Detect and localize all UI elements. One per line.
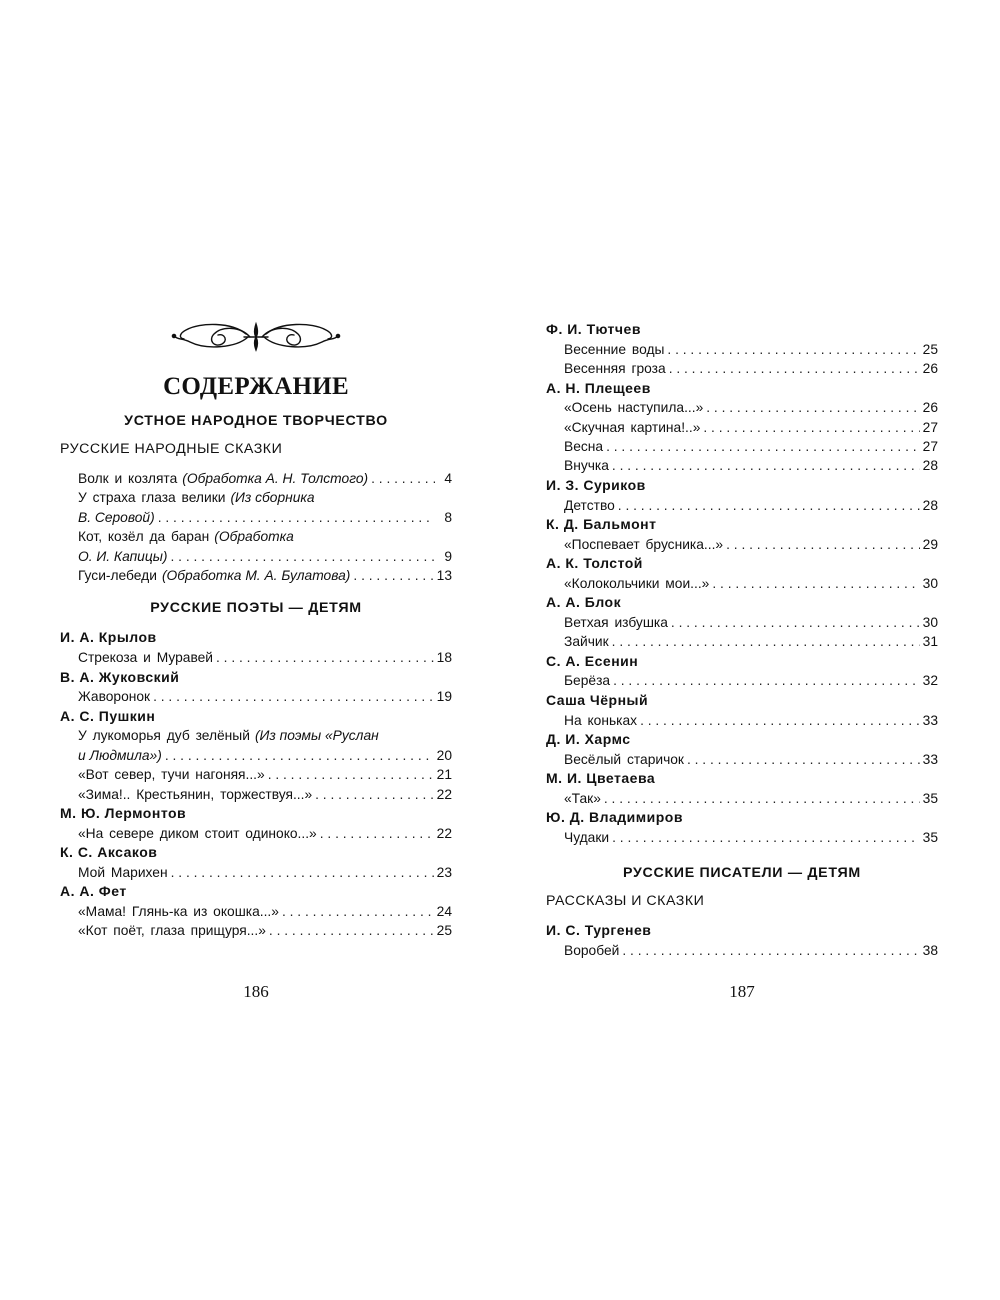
right-page — [546, 320, 938, 960]
toc-entry-line — [546, 437, 938, 456]
author-name: И. А. Крылов — [60, 629, 157, 646]
dot-leader — [153, 687, 434, 706]
right-toc-content — [546, 320, 938, 960]
toc-entry-line — [546, 398, 938, 417]
dot-leader — [622, 941, 919, 960]
toc-entry — [60, 469, 452, 488]
entry-page-number: 20 — [436, 747, 452, 763]
entry-title: Берёза — [564, 673, 611, 689]
entry-page-number: 25 — [922, 341, 938, 357]
entry-title: Волк и козлята — [78, 471, 178, 486]
entry-title: «Поспевает брусника...» — [564, 536, 724, 552]
entry-title: Детство — [564, 497, 615, 513]
entry-title: «Кот поёт, глаза прищуря...» — [78, 923, 266, 939]
entry-page-number: 35 — [922, 829, 938, 845]
entry-page-number: 28 — [922, 497, 938, 513]
author-name: В. А. Жуковский — [60, 668, 180, 685]
entry-title: Весенняя гроза — [564, 361, 666, 377]
entry-page-number: 30 — [922, 575, 938, 591]
page-number-left: 186 — [243, 982, 269, 1001]
subsection-title: РУССКИЕ НАРОДНЫЕ СКАЗКИ — [60, 441, 283, 457]
entry-title: «На севере диком стоит одиноко...» — [78, 825, 317, 841]
toc-entry-line — [546, 456, 938, 475]
author-name: А. Н. Плещеев — [546, 379, 651, 396]
dot-leader — [687, 750, 920, 769]
toc-entry — [60, 527, 452, 566]
entry-title: Чудаки — [564, 829, 610, 845]
toc-entry-line — [546, 340, 938, 359]
entry-note: (Обработка — [214, 529, 294, 545]
toc-entry-line — [546, 418, 938, 437]
entry-note: В. Серовой) — [78, 509, 155, 525]
entry-page-number: 21 — [436, 767, 452, 783]
toc-entry — [60, 921, 452, 940]
author-name: А. К. Толстой — [546, 555, 643, 572]
toc-entry — [60, 785, 452, 804]
entry-page-number: 35 — [922, 790, 938, 806]
entry-title: «Зима!.. Крестьянин, торжествуя...» — [78, 786, 313, 802]
toc-entry-line — [546, 496, 938, 515]
entry-page-number: 18 — [436, 650, 452, 666]
entry-page-number: 29 — [922, 536, 938, 552]
dot-leader — [171, 863, 434, 882]
dot-leader — [706, 398, 919, 417]
entry-title: У лукоморья дуб зелёный — [78, 728, 250, 744]
toc-entry — [546, 398, 938, 417]
page-number-right: 187 — [729, 982, 755, 1001]
entry-title: «Скучная картина!..» — [564, 419, 701, 435]
entry-page-number: 24 — [436, 903, 452, 919]
toc-entry — [546, 574, 938, 593]
dot-leader — [612, 632, 920, 651]
entry-page-number: 33 — [922, 751, 938, 767]
entry-title: «Колокольчики мои...» — [564, 575, 710, 591]
toc-entry — [546, 613, 938, 632]
toc-entry-line — [546, 671, 938, 690]
entry-page-number: 32 — [922, 673, 938, 689]
entry-title: Кот, козёл да баран — [78, 529, 210, 545]
entry-page-number: 22 — [436, 786, 452, 802]
entry-page-number: 26 — [922, 361, 938, 377]
toc-entry-line — [60, 765, 452, 784]
entry-note: О. И. Капицы) — [78, 548, 168, 564]
dot-leader — [612, 828, 920, 847]
toc-entry-line — [60, 746, 452, 765]
toc-entry — [60, 765, 452, 784]
entry-page-number: 8 — [444, 509, 452, 525]
entry-page-number: 9 — [444, 548, 452, 564]
toc-entry — [546, 340, 938, 359]
entry-page-number: 4 — [444, 471, 452, 486]
entry-title: Гуси-лебеди — [78, 568, 157, 584]
dot-leader — [371, 469, 435, 488]
dot-leader — [282, 902, 434, 921]
entry-page-number: 22 — [436, 825, 452, 841]
entry-title: Весна — [564, 439, 604, 455]
dot-leader — [640, 711, 920, 730]
dot-leader — [703, 418, 919, 437]
dot-leader — [606, 437, 920, 456]
author-name: М. И. Цветаева — [546, 770, 656, 787]
toc-entry-line — [60, 863, 452, 882]
toc-entry-line — [60, 824, 452, 843]
entry-title: «Вот север, тучи нагоняя...» — [78, 767, 265, 783]
dot-leader — [667, 340, 919, 359]
toc-entry-line — [60, 469, 452, 488]
author-name: И. З. Суриков — [546, 476, 646, 493]
entry-title: «Мама! Глянь-ка из окошка...» — [78, 903, 279, 919]
author-name: Д. И. Хармс — [546, 730, 631, 747]
toc-entry — [546, 671, 938, 690]
entry-page-number: 19 — [436, 689, 452, 705]
subsection-title: РАССКАЗЫ И СКАЗКИ — [546, 893, 705, 910]
entry-page-number: 33 — [922, 712, 938, 728]
dot-leader — [604, 789, 920, 808]
author-name: А. С. Пушкин — [60, 707, 156, 724]
toc-entry-line — [546, 535, 938, 554]
entry-title: Жаворонок — [78, 689, 151, 705]
dot-leader — [315, 785, 434, 804]
toc-entry-line — [60, 902, 452, 921]
toc-entry-line — [546, 632, 938, 651]
author-name: И. С. Тургенев — [546, 922, 652, 939]
author-name: К. Д. Бальмонт — [546, 515, 657, 532]
author-name: Саша Чёрный — [546, 691, 649, 708]
dot-leader — [669, 359, 920, 378]
entry-page-number: 30 — [922, 614, 938, 630]
toc-entry — [546, 437, 938, 456]
toc-entry — [60, 902, 452, 921]
toc-entry-line — [546, 711, 938, 730]
toc-entry — [546, 750, 938, 769]
entry-title: Весёлый старичок — [564, 751, 684, 767]
dot-leader — [216, 648, 434, 667]
entry-title: Мой Марихен — [78, 864, 168, 880]
author-name: А. А. Блок — [546, 594, 622, 611]
entry-page-number: 31 — [922, 634, 938, 650]
toc-entry — [546, 941, 938, 960]
dot-leader — [170, 547, 435, 566]
dot-leader — [613, 671, 920, 690]
toc-entry-line — [546, 941, 938, 960]
entry-note: (Обработка А. Н. Толстого) — [182, 471, 369, 486]
toc-entry-line — [60, 648, 452, 667]
toc-entry — [546, 456, 938, 475]
toc-entry — [60, 726, 452, 765]
entry-page-number: 27 — [922, 419, 938, 435]
dot-leader — [268, 765, 434, 784]
toc-entry-line — [60, 566, 452, 585]
toc-entry-line — [60, 488, 452, 507]
toc-entry-line — [60, 527, 452, 546]
toc-entry — [546, 359, 938, 378]
toc-entry — [546, 828, 938, 847]
toc-entry-line — [546, 828, 938, 847]
toc-entry-line — [546, 574, 938, 593]
toc-entry-line — [60, 687, 452, 706]
entry-note: (Обработка М. А. Булатова) — [161, 568, 351, 584]
author-name: К. С. Аксаков — [60, 844, 158, 861]
toc-entry — [546, 418, 938, 437]
section-spacer — [546, 847, 938, 865]
toc-entry — [546, 535, 938, 554]
section-title: РУССКИЕ ПОЭТЫ — ДЕТЯМ — [150, 600, 362, 617]
toc-entry-line — [60, 547, 452, 566]
entry-title: Весенние воды — [564, 341, 665, 357]
author-name: А. А. Фет — [60, 883, 127, 900]
toc-entry-line — [546, 613, 938, 632]
dot-leader — [618, 496, 920, 515]
entry-title: На коньках — [564, 712, 638, 728]
entry-page-number: 28 — [922, 458, 938, 474]
dot-leader — [353, 566, 433, 585]
dot-leader — [320, 824, 434, 843]
toc-entry-line — [60, 921, 452, 940]
toc-entry-line — [546, 750, 938, 769]
entry-note: и Людмила») — [78, 747, 162, 763]
entry-note: (Из поэмы «Руслан — [254, 728, 379, 744]
toc-entry — [60, 863, 452, 882]
entry-title: Внучка — [564, 458, 609, 474]
dot-leader — [612, 456, 920, 475]
flourish-ornament-icon — [170, 320, 342, 354]
entry-page-number: 25 — [436, 923, 452, 939]
toc-entry — [546, 711, 938, 730]
entry-page-number: 13 — [436, 568, 452, 584]
dot-leader — [726, 535, 920, 554]
toc-entry — [60, 648, 452, 667]
author-name: М. Ю. Лермонтов — [60, 804, 187, 821]
dot-leader — [158, 508, 435, 527]
entry-title: У страха глаза велики — [78, 490, 226, 506]
toc-entry — [60, 824, 452, 843]
entry-title: «Осень наступила...» — [564, 400, 704, 416]
section-title: РУССКИЕ ПИСАТЕЛИ — ДЕТЯМ — [623, 865, 861, 882]
entry-title: Ветхая избушка — [564, 614, 668, 630]
entry-title: «Так» — [564, 790, 601, 806]
entry-note: (Из сборника — [230, 490, 315, 506]
toc-entry-line — [546, 789, 938, 808]
entry-title: Воробей — [564, 942, 620, 958]
dot-leader — [165, 746, 434, 765]
toc-entry — [546, 789, 938, 808]
toc-entry — [60, 488, 452, 527]
toc-entry-line — [546, 359, 938, 378]
author-name: Ю. Д. Владимиров — [546, 809, 683, 826]
entry-page-number: 27 — [922, 439, 938, 455]
left-page — [60, 320, 452, 941]
toc-entry — [546, 632, 938, 651]
toc-entry — [546, 496, 938, 515]
toc-entry — [60, 687, 452, 706]
author-name: С. А. Есенин — [546, 652, 639, 669]
dot-leader — [671, 613, 920, 632]
left-toc-content — [60, 413, 452, 941]
toc-entry-line — [60, 508, 452, 527]
entry-page-number: 26 — [922, 400, 938, 416]
toc-title: СОДЕРЖАНИЕ — [163, 373, 349, 400]
toc-entry-line — [60, 726, 452, 745]
dot-leader — [712, 574, 919, 593]
entry-title: Зайчик — [564, 634, 609, 650]
toc-entry-line — [60, 785, 452, 804]
entry-page-number: 23 — [436, 864, 452, 880]
entry-page-number: 38 — [922, 942, 938, 958]
dot-leader — [269, 921, 434, 940]
entry-title: Стрекоза и Муравей — [78, 650, 214, 666]
entry-list — [60, 469, 452, 585]
toc-entry — [60, 566, 452, 585]
author-name: Ф. И. Тютчев — [546, 321, 641, 337]
section-spacer — [60, 585, 452, 600]
section-title: УСТНОЕ НАРОДНОЕ ТВОРЧЕСТВО — [124, 413, 388, 429]
